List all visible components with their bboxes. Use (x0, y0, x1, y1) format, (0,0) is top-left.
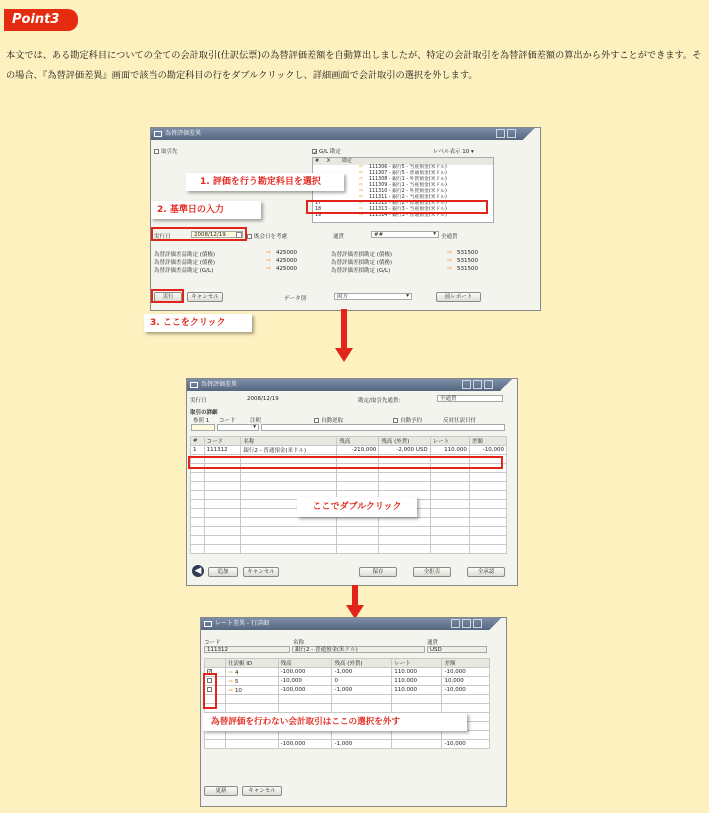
callout-uncheck: 為替評価を行わない会計取引はここの選択を外す (203, 713, 467, 731)
reverse-date-label: 反対仕訳日付 (443, 418, 477, 424)
window-titlebar (151, 128, 540, 140)
prev-report-button[interactable]: 前レポート (436, 292, 481, 302)
gain-loss-row (331, 258, 496, 266)
journal-rate: 110.000 (392, 677, 442, 686)
gain-loss-value: 425000 (276, 250, 297, 256)
journal-diff: -10,000 (442, 686, 490, 695)
window2-icon (190, 382, 198, 388)
code-value: 111312 (204, 646, 290, 653)
code-label: コード (219, 418, 236, 424)
currency-label: 通貨 (427, 640, 439, 646)
link-arrow-icon[interactable]: ⇨ (266, 257, 272, 264)
bp-label: 取引先 (161, 149, 178, 155)
currency-value: USD (427, 646, 487, 653)
account-row-num: 17 (315, 201, 322, 206)
bp-checkbox[interactable] (154, 147, 178, 155)
gain-loss-value: 531500 (457, 250, 478, 256)
currency-label: 通貨 (333, 234, 345, 240)
col-hash: # (315, 158, 320, 164)
flow-arrow-1-head (335, 348, 353, 362)
link-arrow-icon[interactable]: ⇨ (447, 257, 453, 264)
journal-fc: 0 (332, 677, 392, 686)
titlebar-corner (518, 128, 540, 140)
gl-label: G/L 勘定 (319, 149, 341, 155)
link-arrow-icon[interactable]: ⇨ (266, 249, 272, 256)
cancel-button[interactable]: キャンセル (243, 567, 279, 577)
account-row-code: 111311 - 銀行2 - 当座預金(米ドル) (369, 195, 447, 200)
fx-detail-window (186, 378, 518, 586)
auto-plan-check[interactable]: 自動予約 (393, 416, 422, 424)
col-code: コード (204, 437, 241, 446)
empty-row (191, 545, 507, 554)
level-select[interactable]: レベル表示 10 ▾ (433, 149, 474, 155)
gain-loss-value: 425000 (276, 258, 297, 264)
transaction-grid (190, 436, 507, 554)
col-rate: レート (392, 659, 442, 668)
exec-date-label: 実行日 (190, 398, 207, 404)
currency-select[interactable]: ## ▾ (371, 231, 439, 238)
fx-valuation-window (150, 127, 541, 311)
link-arrow-icon[interactable]: ⇨ (359, 200, 364, 206)
link-arrow-icon[interactable]: ⇨ (228, 686, 235, 694)
empty-row (191, 536, 507, 545)
account-row-num: 18 (315, 207, 322, 212)
col-fc-balance: 残高 (外貨) (379, 437, 430, 446)
link-arrow-icon[interactable]: ⇨ (447, 249, 453, 256)
cancel-button[interactable]: キャンセル (242, 786, 282, 796)
col-check (205, 659, 226, 668)
add-button[interactable]: 追加 (208, 567, 238, 577)
journal-fc: -1,000 (332, 686, 392, 695)
link-arrow-icon[interactable]: ⇨ (359, 182, 364, 188)
journal-select-checkbox[interactable]: ✓ (208, 669, 213, 675)
gain-loss-row (154, 266, 309, 274)
col-account: 勘定 (341, 158, 352, 164)
account-row-code: 111306 - 銀行5 - 当座預金(米ドル) (369, 165, 447, 170)
row-name: 銀行2 - 普通預金(米ドル) (241, 446, 337, 455)
link-arrow-icon[interactable]: ⇨ (359, 188, 364, 194)
account-currency-label: 勘定/取引先通貨: (358, 398, 401, 404)
close-button[interactable] (484, 380, 493, 389)
col-balance: 残高 (278, 659, 332, 668)
window3-title: レート差異 - 行詳細 (215, 620, 269, 627)
link-arrow-icon[interactable]: ⇨ (359, 170, 364, 176)
window2-titlebar (187, 379, 517, 391)
window3-icon (204, 621, 212, 627)
exec-date-label: 実行日 (154, 234, 171, 240)
highlight-execute-button (151, 289, 184, 303)
window-icon (154, 131, 162, 137)
row-code: 111312 (204, 446, 241, 455)
gain-loss-label: 為替評価差損勘定 (G/L) (331, 268, 391, 274)
ref-field[interactable] (191, 424, 215, 431)
journal-rate: 110.000 (392, 668, 442, 677)
total-balance: -100,000 (278, 740, 332, 749)
maximize-button[interactable] (473, 380, 482, 389)
data-label: データ別 (284, 296, 307, 302)
gain-loss-label: 為替評価差益勘定 (債権) (154, 252, 216, 258)
table-row[interactable] (191, 446, 507, 455)
col-fc-balance: 残高 (外貨) (332, 659, 392, 668)
window2-title: 為替評価差異 (201, 381, 238, 388)
col-diff: 差額 (442, 659, 490, 668)
window3-titlebar (201, 618, 506, 630)
link-arrow-icon[interactable]: ⇨ (359, 206, 364, 212)
gain-loss-value: 425000 (276, 266, 297, 272)
account-currency-value: 全通貨 (437, 395, 503, 402)
ref-label: 参照 1 (193, 418, 210, 424)
journal-balance: -100,000 (278, 686, 332, 695)
empty-row (205, 731, 490, 740)
empty-row (191, 518, 507, 527)
col-balance: 残高 (337, 437, 379, 446)
auto-reverse-check[interactable]: 自動逆取 (314, 416, 343, 424)
code-label: コード (204, 640, 221, 646)
gain-loss-label: 為替評価差益勘定 (債務) (154, 260, 216, 266)
grid-header (205, 659, 490, 668)
journal-diff: 10,000 (442, 677, 490, 686)
journal-balance: -10,000 (278, 677, 332, 686)
grid-header (191, 437, 507, 446)
gain-loss-label: 為替評価差益勘定 (G/L) (154, 268, 214, 274)
col-num: # (191, 437, 205, 446)
all-currencies: 全通貨 (441, 234, 458, 240)
highlight-account-row (306, 200, 488, 214)
row-diff: -10,000 (469, 446, 506, 455)
journal-id: 5 (234, 678, 239, 685)
totals-row (205, 740, 490, 749)
minimize-button[interactable] (451, 619, 460, 628)
name-value: 銀行2 - 普通預金(米ドル) (292, 646, 425, 653)
account-row-code: 111309 - 銀行1 - 当座預金(米ドル) (369, 183, 447, 188)
account-row-code: 111314 - 銀行3 - 普通預金(米ドル) (369, 213, 447, 218)
minimize-button[interactable] (462, 380, 471, 389)
callout-date-input: 2. 基準日の入力 (151, 201, 261, 219)
account-row-code: 111307 - 銀行5 - 普通預金(米ドル) (369, 171, 447, 176)
link-arrow-icon[interactable]: ⇨ (447, 265, 453, 272)
account-row-code: 111313 - 銀行3 - 当座預金(米ドル) (369, 207, 447, 212)
exec-date-value: 2008/12/19 (247, 396, 279, 402)
gl-checkbox[interactable]: ✓G/L 勘定 (313, 149, 341, 156)
gain-loss-row (154, 258, 309, 266)
code-field[interactable]: ▾ (217, 424, 259, 431)
table-row[interactable] (205, 686, 490, 695)
gain-loss-row (331, 266, 496, 274)
close-button[interactable] (473, 619, 482, 628)
approve-all-button[interactable]: 全承認 (467, 567, 505, 577)
empty-row (191, 482, 507, 491)
journal-rate: 110.000 (392, 686, 442, 695)
link-arrow-icon[interactable]: ⇨ (228, 668, 235, 676)
journal-diff: -10,000 (442, 668, 490, 677)
flow-arrow-1 (341, 309, 347, 349)
row-fc-balance: -2,000 USD (379, 446, 430, 455)
highlight-transaction-row (188, 456, 503, 469)
deny-all-button[interactable]: 全拒否 (413, 567, 451, 577)
window-title: 為替評価差異 (165, 130, 202, 137)
col-name: 名称 (241, 437, 337, 446)
intro-paragraph: 本文では、ある勘定科目についての全ての会計取引(仕訳伝票)の為替評価差額を自動算出しましたが、特定の会計取引を為替評価差額の算出から外すことができます。その場合、『為替評価差異』画面で該当の勘定科目の行をダブルクリックし、詳細画面で会計取引の選択を外します。 (6, 50, 702, 81)
link-arrow-icon[interactable]: ⇨ (359, 176, 364, 182)
callout-click-here: 3. ここをクリック (144, 314, 252, 332)
highlight-checkboxes (203, 673, 217, 709)
row-rate: 110.000 (430, 446, 469, 455)
journal-id: 4 (234, 669, 239, 676)
col-x: X (326, 158, 331, 164)
execute-button[interactable]: 実行 (154, 292, 182, 302)
col-journal-id: 仕訳帳 ID (226, 659, 279, 668)
cancel-button[interactable]: キャンセル (187, 292, 223, 302)
empty-row (205, 704, 490, 713)
journal-grid (204, 658, 490, 749)
callout-select-account: 1. 評価を行う勘定科目を選択 (186, 173, 344, 191)
row-num: 1 (191, 446, 205, 455)
include-check[interactable]: 既会日を考慮 (247, 232, 287, 240)
empty-row (191, 473, 507, 482)
point-badge: Point3 (4, 9, 78, 31)
close-button[interactable] (507, 129, 516, 138)
data-select[interactable]: 両方 ▾ (334, 293, 412, 300)
empty-row (205, 695, 490, 704)
account-row-code: 111308 - 銀行1 - 外貨預金(米ドル) (369, 177, 447, 182)
account-row-code: 111310 - 銀行2 - 外貨預金(米ドル) (369, 189, 447, 194)
gain-loss-value: 531500 (457, 258, 478, 264)
col-rate: レート (430, 437, 469, 446)
total-fc: -1,000 (332, 740, 392, 749)
titlebar-corner (484, 618, 506, 630)
remark-field[interactable] (261, 424, 505, 431)
remark-label: 注釈 (250, 418, 262, 424)
col-diff: 差額 (469, 437, 506, 446)
exec-date-field[interactable]: 2008/12/19 (191, 231, 243, 238)
account-row-num: 19 (315, 213, 322, 218)
titlebar-corner (495, 379, 517, 391)
link-arrow-icon[interactable]: ⇨ (359, 164, 364, 170)
journal-fc: -1,000 (332, 668, 392, 677)
empty-row (191, 527, 507, 536)
account-row-code: 111312 - 銀行2 - 普通預金(米ドル) (369, 201, 447, 206)
link-arrow-icon[interactable]: ⇨ (228, 677, 235, 685)
callout-double-click: ここでダブルクリック (297, 497, 417, 517)
link-arrow-icon[interactable]: ⇨ (359, 194, 364, 200)
journal-id: 10 (234, 687, 242, 694)
gain-loss-row (154, 250, 309, 258)
save-button[interactable]: 保存 (359, 567, 397, 577)
gain-loss-label: 為替評価差損勘定 (債務) (331, 260, 393, 266)
update-button[interactable]: 更新 (204, 786, 238, 796)
maximize-button[interactable] (462, 619, 471, 628)
journal-balance: -100,000 (278, 668, 332, 677)
gain-loss-value: 531500 (457, 266, 478, 272)
row-detail-window (200, 617, 507, 807)
table-row[interactable] (205, 677, 490, 686)
name-label: 名称 (293, 640, 305, 646)
row-balance: -210,000 (337, 446, 379, 455)
minimize-button[interactable] (496, 129, 505, 138)
gain-loss-label: 為替評価差損勘定 (債権) (331, 252, 393, 258)
table-row[interactable] (205, 668, 490, 677)
link-arrow-icon[interactable]: ⇨ (359, 212, 364, 218)
link-arrow-icon[interactable]: ⇨ (266, 265, 272, 272)
section-label: 取引の詳細 (190, 410, 218, 416)
total-diff: -10,000 (442, 740, 490, 749)
back-icon[interactable]: ◀ (192, 565, 204, 577)
gain-loss-row (331, 250, 496, 258)
highlight-exec-date (151, 227, 247, 241)
